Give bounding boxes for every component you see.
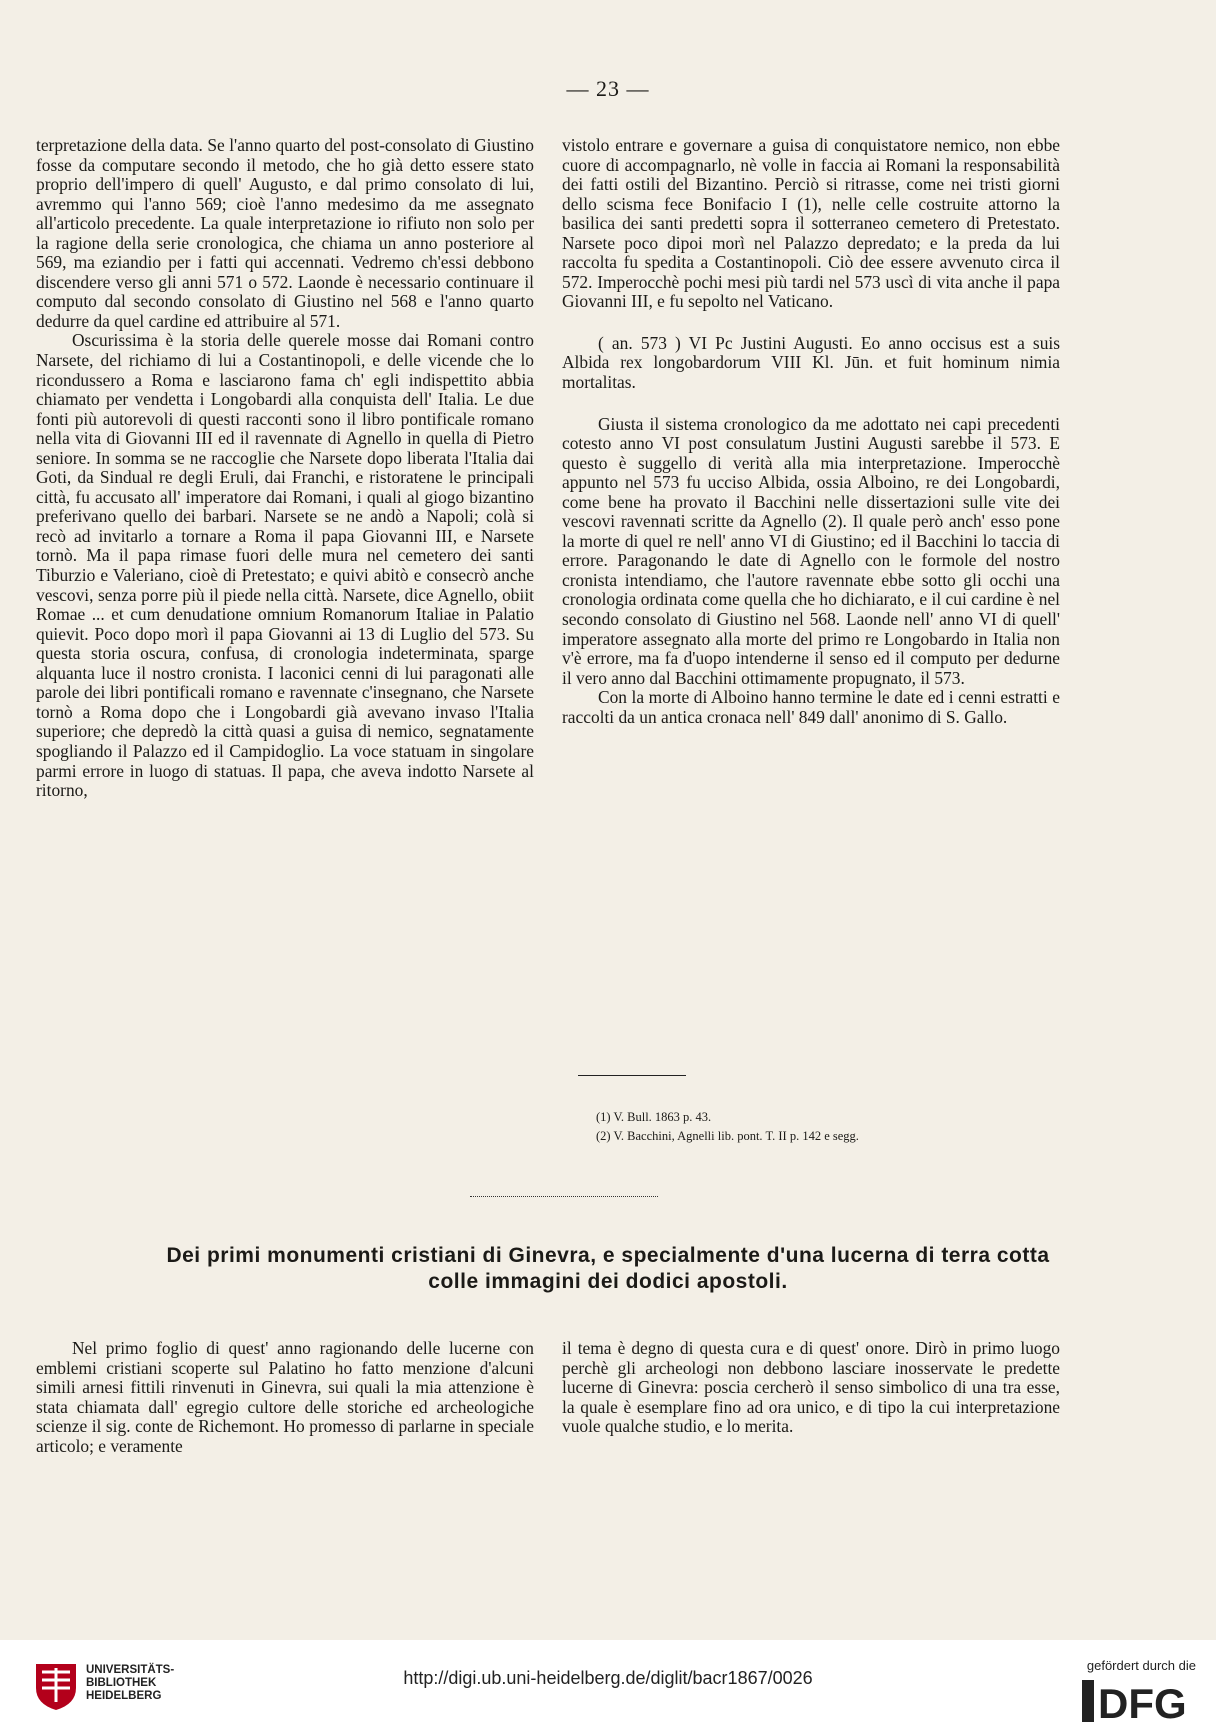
paragraph: terpretazione della data. Se l'anno quarto del post-consolato di Giustino fosse da computare secondo il metodo, che ho già detto essere stato proprio dell'impero di quell' Augusto, e dal primo consolato di lui, avremmo qui l'anno 569; cioè l'anno medesimo da me assegnato all'articolo precedente. La quale interpretazione io rifiuto non solo per la ragione della serie cronologica, che chiama un anno posteriore al 569, ma eziandio per i fatti qui accennati. Vedremo ch'essi debbono discendere verso gli anni 571 o 572. Laonde è necessario continuare il computo dal secondo consolato di Giustino nel 568 e l'anno quarto dedurre da quel cardine ed attribuire al 571. <box>36 135 534 331</box>
dfg-logo-icon <box>1082 1680 1196 1722</box>
section-right-column <box>562 1339 1060 1437</box>
footnote-2: (2) V. Bacchini, Agnelli lib. pont. T. II p. 142 e segg. <box>596 1129 859 1143</box>
footnote-1: (1) V. Bull. 1863 p. 43. <box>596 1110 712 1124</box>
footnote-rule <box>578 1075 686 1076</box>
section-title <box>100 1243 1116 1295</box>
library-name-line-3: HEIDELBERG <box>86 1690 162 1702</box>
section-separator <box>470 1196 658 1197</box>
section-title-line-2: colle immagini dei dodici apostoli. <box>428 1270 788 1293</box>
right-column <box>562 136 1060 727</box>
left-column <box>36 136 534 801</box>
source-url-link[interactable]: http://digi.ub.uni-heidelberg.de/diglit/bacr1867/0026 <box>403 1668 813 1688</box>
library-name-line-1: UNIVERSITÄTS- <box>86 1664 175 1676</box>
sponsor-label: gefördert durch die <box>1086 1658 1196 1673</box>
paragraph: il tema è degno di questa cura e di quest' onore. Dirò in primo luogo perchè gli archeologi non debbono lasciare inosservate le predette lucerne di Ginevra: poscia cercherò il senso simbolico di una tra esse, la quale è esemplare fino ad ora unico, e di tipo la cui interpretazione vuole qualche studio, e lo merita. <box>562 1338 1060 1437</box>
dfg-logo-text: DFG <box>1098 1680 1187 1722</box>
section-left-column <box>36 1339 534 1456</box>
paragraph: Nel primo foglio di quest' anno ragionando delle lucerne con emblemi cristiani scoperte sul Palatino ho fatto menzione d'alcuni simili arnesi fittili rinvenuti in Ginevra, sui quali la mia attenzione è stata chiamata dall' egregio cultore delle storiche ed archeologiche scienze il sig. conte de Richemont. Ho promesso di parlarne in speciale articolo; e veramente <box>36 1338 534 1456</box>
library-name-line-2: BIBLIOTHEK <box>86 1677 157 1689</box>
footer-bar <box>0 1640 1216 1732</box>
paragraph: Con la morte di Alboino hanno termine le date ed i cenni estratti e raccolti da un antica cronaca nell' 849 dall' anonimo di S. Gallo. <box>562 687 1060 727</box>
paragraph: vistolo entrare e governare a guisa di conquistatore nemico, non ebbe cuore di accompagnarlo, nè volle in faccia ai Romani la responsabilità dei fatti ostili del Bizantino. Perciò si ritrasse, come nei tristi giorni dello scisma fece Bonifacio I (1), nelle celle costruite attorno la basilica dei santi predetti sopra il sotterraneo cemetero di Pretestato. Narsete poco dipoi morì nel Palazzo depredato; e la preda da lui raccolta fu spedita a Costantinopoli. Ciò dee essere avvenuto circa il 572. Imperocchè pochi mesi più tardi nel 573 uscì di vita anche il papa Giovanni III, e fu sepolto nel Vaticano. <box>562 135 1060 312</box>
paragraph: Giusta il sistema cronologico da me adottato nei capi precedenti cotesto anno VI post consulatum Justini Augusti sarebbe il 573. E questo è suggello di verità alla mia interpretazione. Imperocchè appunto nel 573 fu ucciso Albida, ossia Alboino, re dei Longobardi, come bene ha provato il Bacchini nelle dissertazioni sulle vite dei vescovi ravennati scritte da Agnello (2). Il quale però anch' esso pone la morte di quel re nell' anno VI di Giustino; ed il Bacchini lo taccia di errore. Paragonando le date di Agnello con le formole del nostro cronista intendiamo, che l'autore ravennate ebbe sotto gli occhi una cronologia ordinata come quella che ho dichiarato, e il cui cardine è nel secondo consolato di Giustino nel 568. Laonde nell' anno VI di quell' imperatore assegnato alla morte del primo re Longobardo in Italia non v'è errore, ma fa d'uopo intenderne il senso ed il computo per dedurne il vero anno dal Bacchini ottimamente propugnato, il 573. <box>562 413 1060 688</box>
section-title-line-1: Dei primi monumenti cristiani di Ginevra, e specialmente d'una lucerna di terra cotta <box>166 1244 1050 1267</box>
footnotes <box>596 1108 1036 1146</box>
paragraph: Oscurissima è la storia delle querele mosse dai Romani contro Narsete, del richiamo di lui a Costantinopoli, e delle vicende che lo ricondussero a Roma e lasciarono fama ch' egli indispettito abbia chiamato per vendetta i Longobardi alla conquista dell' Italia. Le due fonti più autorevoli di questi racconti sono il libro pontificale romano nella vita di Giovanni III ed il ravennate di Agnello in quella di Pietro seniore. In somma se ne raccoglie che Narsete dopo liberata l'Italia dai Goti, da Sindual re degli Eruli, dai Franchi, e ristoratene le principali città, fu accusato all' imperatore dai Romani, i quali al giogo bizantino preferivano quello dei barbari. Narsete se ne andò a Napoli; colà si recò ad invitarlo a tornare a Roma il papa Giovanni III, e Narsete tornò. Ma il papa rimase fuori delle mura nel cemetero dei santi Tiburzio e Valeriano, cioè di Pretestato; e quivi abitò e consecrò anche vescovi, senza porre più il piede nella città. Narsete, dice Agnello, obiit Romae ... et cum denudatione omnium Romanorum Italiae in Palatio quievit. Poco dopo morì il papa Giovanni ai 13 di Luglio del 573. Su questa storia oscura, confusa, di cronologia indeterminata, sparge alquanta luce il nostro cronista. I laconici cenni di lui paragonati alle parole dei libri pontificali romano e ravennate c'insegnano, che Narsete tornò a Roma dopo che i Longobardi già avevano invaso l'Italia superiore; che depredò la città quasi a guisa di nemico, segnatamente spogliando il Palazzo ed il Campidoglio. La voce statuam in singolare parmi errore in luogo di statuas. Il papa, che aveva indotto Narsete al ritorno, <box>36 330 534 801</box>
page-number: — 23 — <box>566 76 650 101</box>
chronicle-citation: ( an. 573 ) VI Pc Justini Augusti. Eo anno occisus est a suis Albida rex longobardorum VIII Kl. Jūn. et fuit hominum nimia mortalitas. <box>562 332 1060 393</box>
